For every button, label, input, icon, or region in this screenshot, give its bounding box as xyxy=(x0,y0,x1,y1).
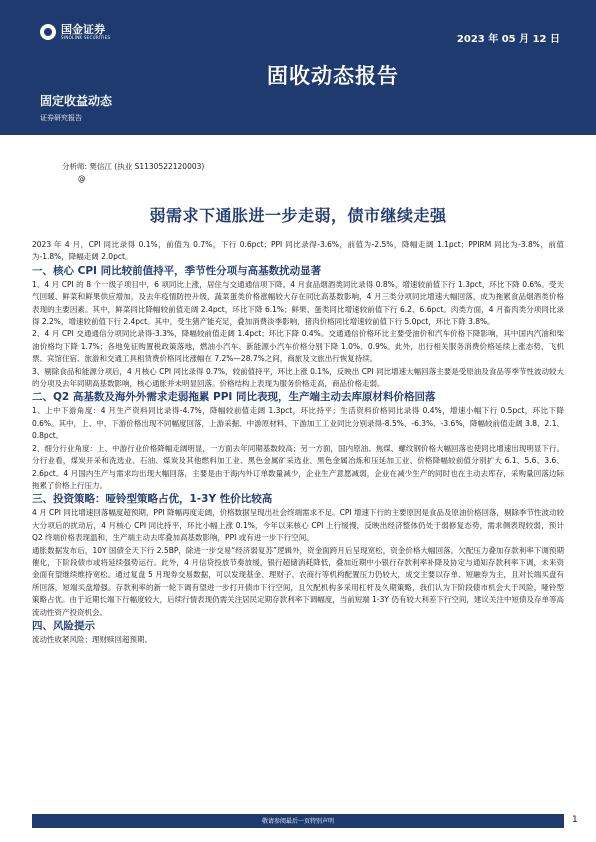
analyst-email: @ xyxy=(78,174,86,183)
body-paragraph: 流动性收紧风险；理财赎回超预期。 xyxy=(32,634,152,644)
logo-chinese-name: 国金证券 xyxy=(61,23,105,36)
body-paragraph: 2023 年 4 月，CPI 同比录得 0.1%，前值为 0.7%，下行 0.6pct；PPI 同比录得-3.6%，前值为-2.5%，降幅走阔 1.1pct；PPIRM 同比为-3.8%，前值为-1.8%，降幅走阔 2.0pct。 xyxy=(32,240,564,262)
body-paragraph: 3、剔除食品和能源分项后，4 月核心 CPI 同比录得 0.7%，较前值持平，环比上涨 0.1%，反映出 CPI 同比增速大幅回落主要是受原油及食品等季节性波动较大的分项及去年同期高基数影响，核心通胀并未明显回落。价格结构上表现为服务价格走高，商品价格走弱。 xyxy=(32,366,564,389)
page-number: 1 xyxy=(572,815,578,825)
main-headline: 弱需求下通胀进一步走弱，债市继续走强 xyxy=(149,206,447,225)
section-heading: 四、风险提示 xyxy=(32,619,95,632)
report-body xyxy=(32,239,564,646)
body-paragraph: 1、上中下游角度：4 月生产资料同比录得-4.7%，降幅较前值走阔 1.3pct，环比持平；生活资料价格同比录得 0.4%，增速小幅下行 0.5pct，环比下降 0.6%。其中，上、中、下游价格出现不同幅度回落，上游采掘、中游原材料、下游加工工业同比分别录得-8.5%、-6.3%、-3.6%，降幅较前值走阔 3.8、2.1、0.8pct。 xyxy=(32,406,564,441)
analyst-info xyxy=(62,161,204,185)
logo-english-name: SINOLINK SECURITIES xyxy=(61,35,111,40)
report-header xyxy=(0,0,596,135)
section-heading: 三、投资策略：哑铃型策略占优，1-3Y 性价比较高 xyxy=(32,493,273,506)
body-paragraph: 2、细分行业角度：上、中游行业价格降幅走阔明显，一方面去年同期基数较高；另一方面，国内原油、焦煤、螺纹钢价格大幅回落也使同比增速出现明显下行。分行业看，煤炭开采和洗选业、石油、煤炭及其他燃料加工业、黑色金属矿采选业、黑色金属冶炼和压延加工业、价格降幅较前值分别扩大 6.1、5.6、3.6、2.6pct。4 月国内生产与需求均出现大幅回落，主要是由于海内外订单数量减少，企业生产意愿减弱，企业在减少生产的同时也在主动去库存，采购量回落边际拖累了价格上行压力。 xyxy=(32,443,564,490)
report-date: 2023 年 05 月 12 日 xyxy=(456,34,560,45)
footer-disclaimer: 敬请参阅最后一页特别声明 xyxy=(261,818,334,825)
section-heading: 一、核心 CPI 同比较前值持平，季节性分项与高基数扰动显著 xyxy=(32,264,322,277)
body-paragraph: 通胀数据发布后，10Y 国债全天下行 2.5BP，除进一步交易“经济弱复苏”逻辑外，资金面跨月后呈现宽松，资金价格大幅回落，欠配压力叠加存款利率下调预期催化，下阶段债市或将延续强势运行。此外，4 月信贷投放节奏放缓，银行超储消耗降低，叠加近期中小银行存款利率补降及协定与通知存款利率下调，未来资金面有望继续维持宽松。通过复盘 5 月现券交易数据，可以发现基金、理财子、农商行等机构配置压力仍较大，成交主要以存单、短融券为主，且对长端买盘有所回落，短端买盘增强。存款利率的新一轮下调有望进一步打开债市下行空间，且欠配机构多采用杠杆及久期策略，我们认为下阶段债市机会大于风险，哑铃型策略占优。由于近期长端下行幅度较大，后续行情表现仍需关注居民定期存款利率下调幅度，当前短端 1-3Y 仍有较大利差下行空间，建议关注中短债及存单等高流动性资产投资机会。 xyxy=(32,545,564,617)
body-paragraph: 1、4 月 CPI 的 8 个一级子项目中，6 项同比上涨，居住与交通通信项下降。4 月食品烟酒类同比录得 0.8%，增速较前值下行 1.3pct，环比下降 0.6%。受天气回暖、鲜菜和鲜果供应增加，及去年疫情防控升级，蔬菜蛋类价格涨幅较大存在同比高基数影响，4 月三类分项同比增速大幅回落，成为拖累食品烟酒类价格表现的主要因素。其中，鲜菜同比降幅较前值走阔 2.4pct，环比下降 6.1%；鲜果、蛋类同比增速较前值下行 6.2、6.6pct。肉类方面，4 月畜肉类分项同比录得 2.2%，增速较前值下行 2.4pct。其中，受生猪产能充足，叠加消费淡季影响，猪肉价格同比增速较前值下行 5.0pct，环比下降 3.8%。 xyxy=(32,279,564,327)
report-category: 固定收益动态 xyxy=(40,94,113,108)
section-heading: 二、Q2 高基数及海外外需求走弱拖累 PPI 同比表现，生产端主动去库原材料价格回落 xyxy=(32,391,436,404)
report-subcategory: 证券研究报告 xyxy=(40,114,82,122)
company-logo xyxy=(40,22,110,42)
logo-icon xyxy=(40,24,56,40)
analyst-name: 分析师: 樊信江 (执业 S1130522120003) xyxy=(62,162,205,171)
report-type-title: 固收动态报告 xyxy=(267,64,399,88)
body-paragraph: 2、4 月 CPI 交通通信分项同比录得-3.3%，降幅较前值走阔 1.4pct；环比下降 0.4%。交通通信价格环比主要受油价和汽车价格下降影响，其中国内汽油和柴油价格均下降 1.7%；各地免征购置税政策落地，燃油小汽车、新能源小汽车价格分别下降 1.0%、0.9%。此外，出行相关服务消费价格延续上涨态势，飞机票、宾馆住宿、旅游和交通工具租赁费价格同比涨幅在 7.2%—28.7%之间，商旅及文旅出行恢复持续。 xyxy=(32,329,564,364)
body-paragraph: 4 月 CPI 同比增速回落幅度超预期，PPI 降幅再度走阔，价格数据呈现出社会终端需求不足。CPI 增速下行的主要原因是食品及原油价格回落，剔除季节性波动较大分项后的扰动后，4 月核心 CPI 同比持平，环比小幅上涨 0.1%，今年以来核心 CPI 上行缓慢，反映出经济整体仍处于弱修复态势，需求侧表现较弱，预计 Q2 终端价格表现温和，生产端主动去库叠加高基数影响，PPI 或有进一步下行空间。 xyxy=(32,508,564,543)
